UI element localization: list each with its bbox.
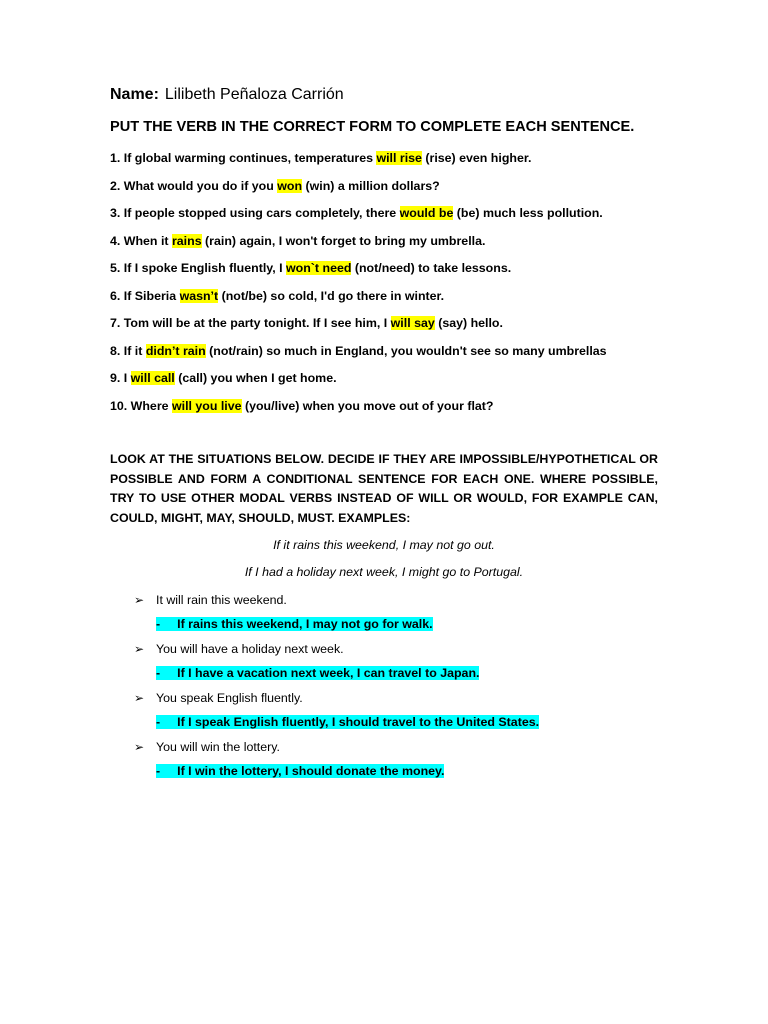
arrow-bullet-icon: ➢ <box>134 691 145 705</box>
situation-item <box>134 640 674 689</box>
situation-prompt-text: You will have a holiday next week. <box>156 642 344 656</box>
answer-highlight: If I win the lottery, I should donate the money. <box>177 764 445 778</box>
sentence-text-after: (not/need) to take lessons. <box>351 261 512 275</box>
student-name: Lilibeth Peñaloza Carrión <box>164 86 344 103</box>
sentence-text-after: (not/rain) so much in England, you wouldn't see so many umbrellas <box>205 343 607 358</box>
answer-highlight: rains <box>171 233 202 248</box>
sentence-text-after: (win) a million dollars? <box>302 178 440 193</box>
sentence-text-before: 5. If I spoke English fluently, I <box>110 261 287 275</box>
situation-prompt <box>134 691 303 705</box>
answer-highlight: would be <box>399 206 454 220</box>
sentence-text-after: (you/live) when you move out of your flat? <box>241 398 494 413</box>
sentence-text-after: (rain) again, I won't forget to bring my umbrella. <box>201 233 486 248</box>
answer-highlight: didn’t rain <box>145 343 206 358</box>
situation-item <box>134 689 674 738</box>
sentence-item <box>110 232 670 260</box>
sentence-text-before: 9. I <box>110 371 131 385</box>
sentence-text-before: 1. If global warming continues, temperatures <box>110 151 377 165</box>
situation-answer <box>156 616 433 632</box>
sentence-list <box>110 149 670 424</box>
answer-highlight: won`t need <box>286 261 352 275</box>
answer-highlight: If I have a vacation next week, I can travel to Japan. <box>177 666 480 680</box>
situation-list <box>134 591 674 787</box>
answer-highlight: will call <box>130 371 175 385</box>
sentence-text-before: 4. When it <box>110 233 172 248</box>
answer-highlight: won <box>277 178 303 193</box>
situation-prompt <box>134 593 287 607</box>
arrow-bullet-icon: ➢ <box>134 593 145 607</box>
sentence-text-before: 6. If Siberia <box>110 288 180 303</box>
sentence-text-before: 10. Where <box>110 398 172 413</box>
sentence-item <box>110 397 670 425</box>
name-label: Name: <box>110 86 159 103</box>
sentence-item <box>110 314 670 342</box>
example-sentence: If it rains this weekend, I may not go out. <box>273 538 495 552</box>
sentence-text-after: (be) much less pollution. <box>453 206 603 220</box>
sentence-item <box>110 342 670 370</box>
arrow-bullet-icon: ➢ <box>134 642 145 656</box>
answer-highlight: will say <box>390 316 435 330</box>
situation-answer <box>156 763 444 779</box>
situation-prompt <box>134 740 280 754</box>
sentence-text-before: 8. If it <box>110 343 146 358</box>
answer-highlight: If I speak English fluently, I should travel to the United States. <box>177 715 540 729</box>
answer-highlight: If rains this weekend, I may not go for walk. <box>177 617 433 631</box>
situation-item <box>134 591 674 640</box>
section2-instructions: LOOK AT THE SITUATIONS BELOW. DECIDE IF THEY ARE IMPOSSIBLE/HYPOTHETICAL OR POSSIBLE AND FORM A CONDITIONAL SENTENCE FOR EACH ONE. WHERE POSSIBLE, TRY TO USE OTHER MODAL VERBS INSTEAD OF WILL OR WOULD, FOR EXAMPLE CAN, COULD, MIGHT, MAY, SHOULD, MUST. EXAMPLES: <box>110 452 658 525</box>
example-sentence: If I had a holiday next week, I might go to Portugal. <box>244 565 524 579</box>
sentence-item <box>110 369 670 397</box>
sentence-text-before: 2. What would you do if you <box>110 178 278 193</box>
sentence-item <box>110 287 670 315</box>
sentence-item <box>110 177 670 205</box>
sentence-text-after: (say) hello. <box>434 316 503 330</box>
answer-dash: - <box>156 715 177 729</box>
sentence-text-before: 7. Tom will be at the party tonight. If I see him, I <box>110 316 391 330</box>
situation-item <box>134 738 674 787</box>
sentence-text-after: (rise) even higher. <box>421 151 532 165</box>
sentence-text-after: (call) you when I get home. <box>174 371 337 385</box>
situation-prompt <box>134 642 344 656</box>
sentence-item <box>110 259 670 287</box>
sentence-text-before: 3. If people stopped using cars completely, there <box>110 206 400 220</box>
answer-highlight: will rise <box>376 151 422 165</box>
situation-answer <box>156 665 479 681</box>
situation-prompt-text: You speak English fluently. <box>156 691 303 705</box>
arrow-bullet-icon: ➢ <box>134 740 145 754</box>
sentence-item <box>110 149 670 177</box>
sentence-text-after: (not/be) so cold, I'd go there in winter. <box>218 288 445 303</box>
answer-highlight: wasn’t <box>179 288 219 303</box>
answer-highlight: will you live <box>171 398 242 413</box>
situation-answer <box>156 714 539 730</box>
sentence-item <box>110 204 670 232</box>
situation-prompt-text: It will rain this weekend. <box>156 593 287 607</box>
answer-dash: - <box>156 617 177 631</box>
answer-dash: - <box>156 666 177 680</box>
student-name-line <box>110 86 344 104</box>
section1-title: PUT THE VERB IN THE CORRECT FORM TO COMPLETE EACH SENTENCE. <box>110 119 635 135</box>
answer-dash: - <box>156 764 177 778</box>
situation-prompt-text: You will win the lottery. <box>156 740 280 754</box>
